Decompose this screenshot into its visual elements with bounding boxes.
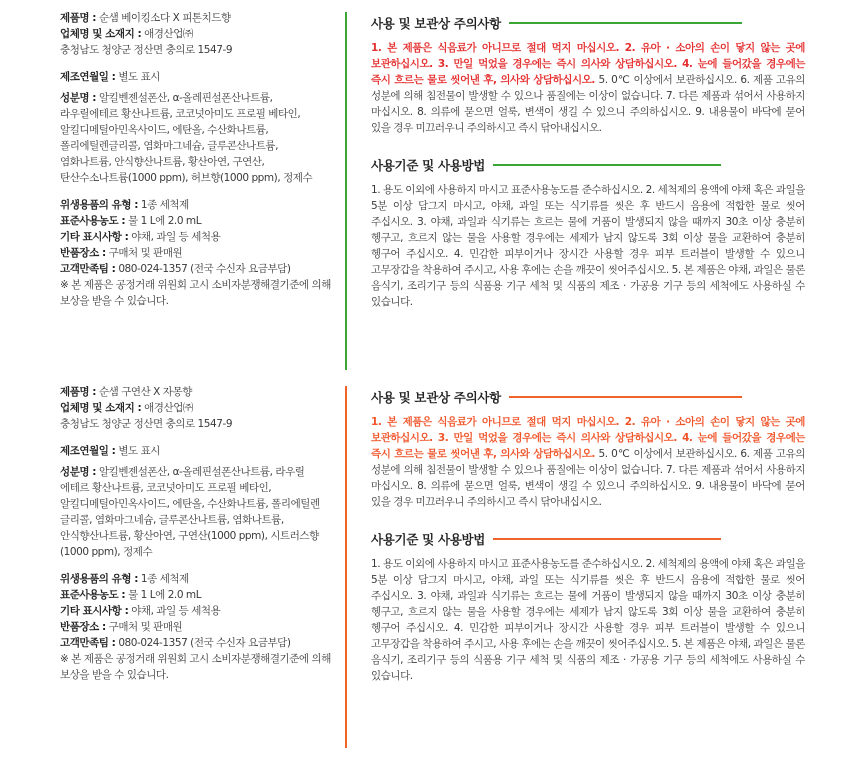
spacer bbox=[60, 560, 332, 571]
date-value: 별도 표시 bbox=[118, 445, 160, 457]
spacer bbox=[60, 58, 332, 69]
spacer bbox=[60, 186, 332, 197]
ingredients-row bbox=[60, 90, 332, 186]
return-label: 반품장소 : bbox=[60, 621, 106, 633]
green-divider bbox=[345, 12, 347, 370]
return-value: 구매처 및 판매원 bbox=[108, 621, 183, 633]
caution-heading bbox=[371, 384, 805, 410]
caution-title: 사용 및 보관상 주의사항 bbox=[371, 390, 501, 405]
type-label: 위생용품의 유형 : bbox=[60, 573, 139, 585]
orange-divider bbox=[345, 386, 347, 748]
caution-text bbox=[371, 414, 805, 510]
cs-value: 080-024-1357 (전국 수신자 요금부담) bbox=[118, 637, 291, 649]
type-label: 위생용품의 유형 : bbox=[60, 199, 139, 211]
other-label: 기타 표시사항 : bbox=[60, 231, 129, 243]
notice-row: ※ 본 제품은 공정거래 위원회 고시 소비자분쟁해결기준에 의해 보상을 받을 수 있습니다. bbox=[60, 279, 331, 307]
ingredients-row bbox=[60, 464, 332, 560]
cs-label: 고객만족팀 : bbox=[60, 637, 116, 649]
type-row bbox=[60, 571, 332, 587]
product-name-label: 제품명 : bbox=[60, 12, 97, 24]
product-name-row bbox=[60, 10, 332, 26]
type-value: 1종 세척제 bbox=[140, 573, 189, 585]
standard-value: 물 1 L에 2.0 mL bbox=[128, 589, 202, 601]
cs-row bbox=[60, 635, 332, 651]
product-info-column bbox=[60, 384, 332, 683]
address-row: 충청남도 청양군 정산면 충의로 1547-9 bbox=[60, 44, 233, 56]
ingredients-label: 성분명 : bbox=[60, 466, 97, 478]
product-block-baking-soda bbox=[0, 10, 860, 372]
product-info-column bbox=[60, 10, 332, 309]
standard-label: 표준사용농도 : bbox=[60, 215, 126, 227]
maker-value: 애경산업㈜ bbox=[144, 402, 193, 414]
spacer bbox=[60, 432, 332, 443]
caution-rest: 5. 0℃ 이상에서 보관하십시오. 6. 제품 고유의 성분에 의해 침전물이 발생할 수 있으나 품질에는 이상이 없습니다. 7. 다른 제품과 섞어서 사용하지 마십시오. 8. 의류에 묻으면 얼룩, 변색이 생길 수 있으니 주의하십시오. 9. 내용물이 바닥에 묻어 있을 경우 미끄러우니 주의하시고 즉시 닦아내십시오. bbox=[371, 448, 805, 508]
maker-row bbox=[60, 400, 332, 416]
standard-row bbox=[60, 213, 332, 229]
usage-title: 사용기준 및 사용방법 bbox=[371, 532, 486, 547]
usage-text: 1. 용도 이외에 사용하지 마시고 표준사용농도를 준수하십시오. 2. 세척제의 용액에 야채 혹은 과일을 5분 이상 담그지 마시고, 야채, 과일 또는 식기류를 씻은 후 반드시 음용에 적합한 물로 씻어 주십시오. 3. 야채, 과일과 식기류는 흐르는 물에 거품이 발생되지 않을 때까지 30초 이상 충분히 헹구고, 흐르지 않는 물을 사용할 경우에는 세제가 남지 않도록 3회 이상 물을 교환하여 충분히 헹구어 주십시오. 4. 민감한 피부이거나 장시간 사용할 경우 피부 트러블이 발생할 수 있으니 고무장갑을 착용하여 주시고, 사용 후에는 손을 깨끗이 씻어주십시오. 5. 본 제품은 야채, 과일은 물론 음식기, 조리기구 등의 식품용 기구 세척 및 식품의 제조 · 가공용 기구 등의 세척에도 사용하실 수 있습니다. bbox=[371, 558, 805, 682]
notice-row: ※ 본 제품은 공정거래 위원회 고시 소비자분쟁해결기준에 의해 보상을 받을 수 있습니다. bbox=[60, 653, 331, 681]
usage-title: 사용기준 및 사용방법 bbox=[371, 158, 486, 173]
maker-row bbox=[60, 26, 332, 42]
ingredients-label: 성분명 : bbox=[60, 92, 97, 104]
other-value: 야채, 과일 등 세척용 bbox=[131, 231, 221, 243]
cs-label: 고객만족팀 : bbox=[60, 263, 116, 275]
caution-text bbox=[371, 40, 805, 136]
product-name-value: 순샘 구연산 X 자몽향 bbox=[98, 386, 192, 398]
address-row: 충청남도 청양군 정산면 충의로 1547-9 bbox=[60, 418, 233, 430]
standard-label: 표준사용농도 : bbox=[60, 589, 126, 601]
date-value: 별도 표시 bbox=[118, 71, 160, 83]
heading-rule bbox=[509, 396, 742, 398]
caution-warning: 1. 본 제품은 식음료가 아니므로 절대 먹지 마십시오. 2. 유아 · 소아의 손이 닿지 않는 곳에 보관하십시오. 3. 만일 먹었을 경우에는 즉시 의사와 상담하십시오. 4. 눈에 들어갔을 경우에는 즉시 흐르는 물로 씻어낸 후, 의사와 상담하십시오. bbox=[371, 416, 805, 460]
return-row bbox=[60, 619, 332, 635]
usage-heading bbox=[371, 152, 805, 178]
heading-rule bbox=[493, 164, 721, 166]
maker-label: 업체명 및 소재지 : bbox=[60, 402, 142, 414]
other-label: 기타 표시사항 : bbox=[60, 605, 129, 617]
heading-rule bbox=[493, 538, 721, 540]
product-usage-column bbox=[371, 384, 805, 684]
date-row bbox=[60, 443, 332, 459]
other-row bbox=[60, 229, 332, 245]
caution-warning: 1. 본 제품은 식음료가 아니므로 절대 먹지 마십시오. 2. 유아 · 소아의 손이 닿지 않는 곳에 보관하십시오. 3. 만일 먹었을 경우에는 즉시 의사와 상담하십시오. 4. 눈에 들어갔을 경우에는 즉시 흐르는 물로 씻어낸 후, 의사와 상담하십시오. bbox=[371, 42, 805, 86]
return-label: 반품장소 : bbox=[60, 247, 106, 259]
standard-value: 물 1 L에 2.0 mL bbox=[128, 215, 202, 227]
other-row bbox=[60, 603, 332, 619]
product-name-label: 제품명 : bbox=[60, 386, 97, 398]
date-row bbox=[60, 69, 332, 85]
product-name-value: 순샘 베이킹소다 X 피톤치드향 bbox=[98, 12, 231, 24]
date-label: 제조연월일 : bbox=[60, 71, 116, 83]
ingredients-value: 알킬벤젠설폰산, α-올레핀설폰산나트륨, 라우릴에테르 황산나트륨, 코코넛아미도 프로필 베타인, 알킬디메틸아민옥사이드, 에탄올, 수산화나트륨, 폴리에틸렌글리콜, 염화마그네슘, 글루콘산나트륨, 염화나트륨, 안식향산나트륨, 황산아연, 구연산, 탄산수소나트륨(1000 ppm), 허브향(1000 ppm), 정제수 bbox=[60, 92, 313, 184]
usage-heading bbox=[371, 526, 805, 552]
heading-rule bbox=[509, 22, 742, 24]
product-name-row bbox=[60, 384, 332, 400]
product-block-citric-acid bbox=[0, 384, 860, 754]
caution-rest: 5. 0℃ 이상에서 보관하십시오. 6. 제품 고유의 성분에 의해 침전물이 발생할 수 있으나 품질에는 이상이 없습니다. 7. 다른 제품과 섞어서 사용하지 마십시오. 8. 의류에 묻으면 얼룩, 변색이 생길 수 있으니 주의하십시오. 9. 내용물이 바닥에 묻어 있을 경우 미끄러우니 주의하시고 즉시 닦아내십시오. bbox=[371, 74, 805, 134]
date-label: 제조연월일 : bbox=[60, 445, 116, 457]
maker-label: 업체명 및 소재지 : bbox=[60, 28, 142, 40]
type-value: 1종 세척제 bbox=[140, 199, 189, 211]
usage-text: 1. 용도 이외에 사용하지 마시고 표준사용농도를 준수하십시오. 2. 세척제의 용액에 야채 혹은 과일을 5분 이상 담그지 마시고, 야채, 과일 또는 식기류를 씻은 후 반드시 음용에 적합한 물로 씻어 주십시오. 3. 야채, 과일과 식기류는 흐르는 물에 거품이 발생되지 않을 때까지 30초 이상 충분히 헹구고, 흐르지 않는 물을 사용할 경우에는 세제가 남지 않도록 3회 이상 물을 교환하여 충분히 헹구어 주십시오. 4. 민감한 피부이거나 장시간 사용할 경우 피부 트러블이 발생할 수 있으니 고무장갑을 착용하여 주시고, 사용 후에는 손을 깨끗이 씻어주십시오. 5. 본 제품은 야채, 과일은 물론 음식기, 조리기구 등의 식품용 기구 세척 및 식품의 제조 · 가공용 기구 등의 세척에도 사용하실 수 있습니다. bbox=[371, 184, 805, 308]
type-row bbox=[60, 197, 332, 213]
product-usage-column bbox=[371, 10, 805, 310]
maker-value: 애경산업㈜ bbox=[144, 28, 193, 40]
caution-heading bbox=[371, 10, 805, 36]
other-value: 야채, 과일 등 세척용 bbox=[131, 605, 221, 617]
cs-row bbox=[60, 261, 332, 277]
cs-value: 080-024-1357 (전국 수신자 요금부담) bbox=[118, 263, 291, 275]
return-row bbox=[60, 245, 332, 261]
caution-title: 사용 및 보관상 주의사항 bbox=[371, 16, 501, 31]
ingredients-value: 알킬벤젠설폰산, α-올레핀설폰산나트륨, 라우릴 에테르 황산나트륨, 코코넛아미도 프로필 베타인, 알킬디메틸아민옥사이드, 에탄올, 수산화나트륨, 폴리에틸렌 글리콜, 염화마그네슘, 글루콘산나트륨, 염화나트륨, 안식향산나트륨, 황산아연, 구연산(1000 ppm), 시트러스향(1000 ppm), 정제수 bbox=[60, 466, 320, 558]
return-value: 구매처 및 판매원 bbox=[108, 247, 183, 259]
standard-row bbox=[60, 587, 332, 603]
